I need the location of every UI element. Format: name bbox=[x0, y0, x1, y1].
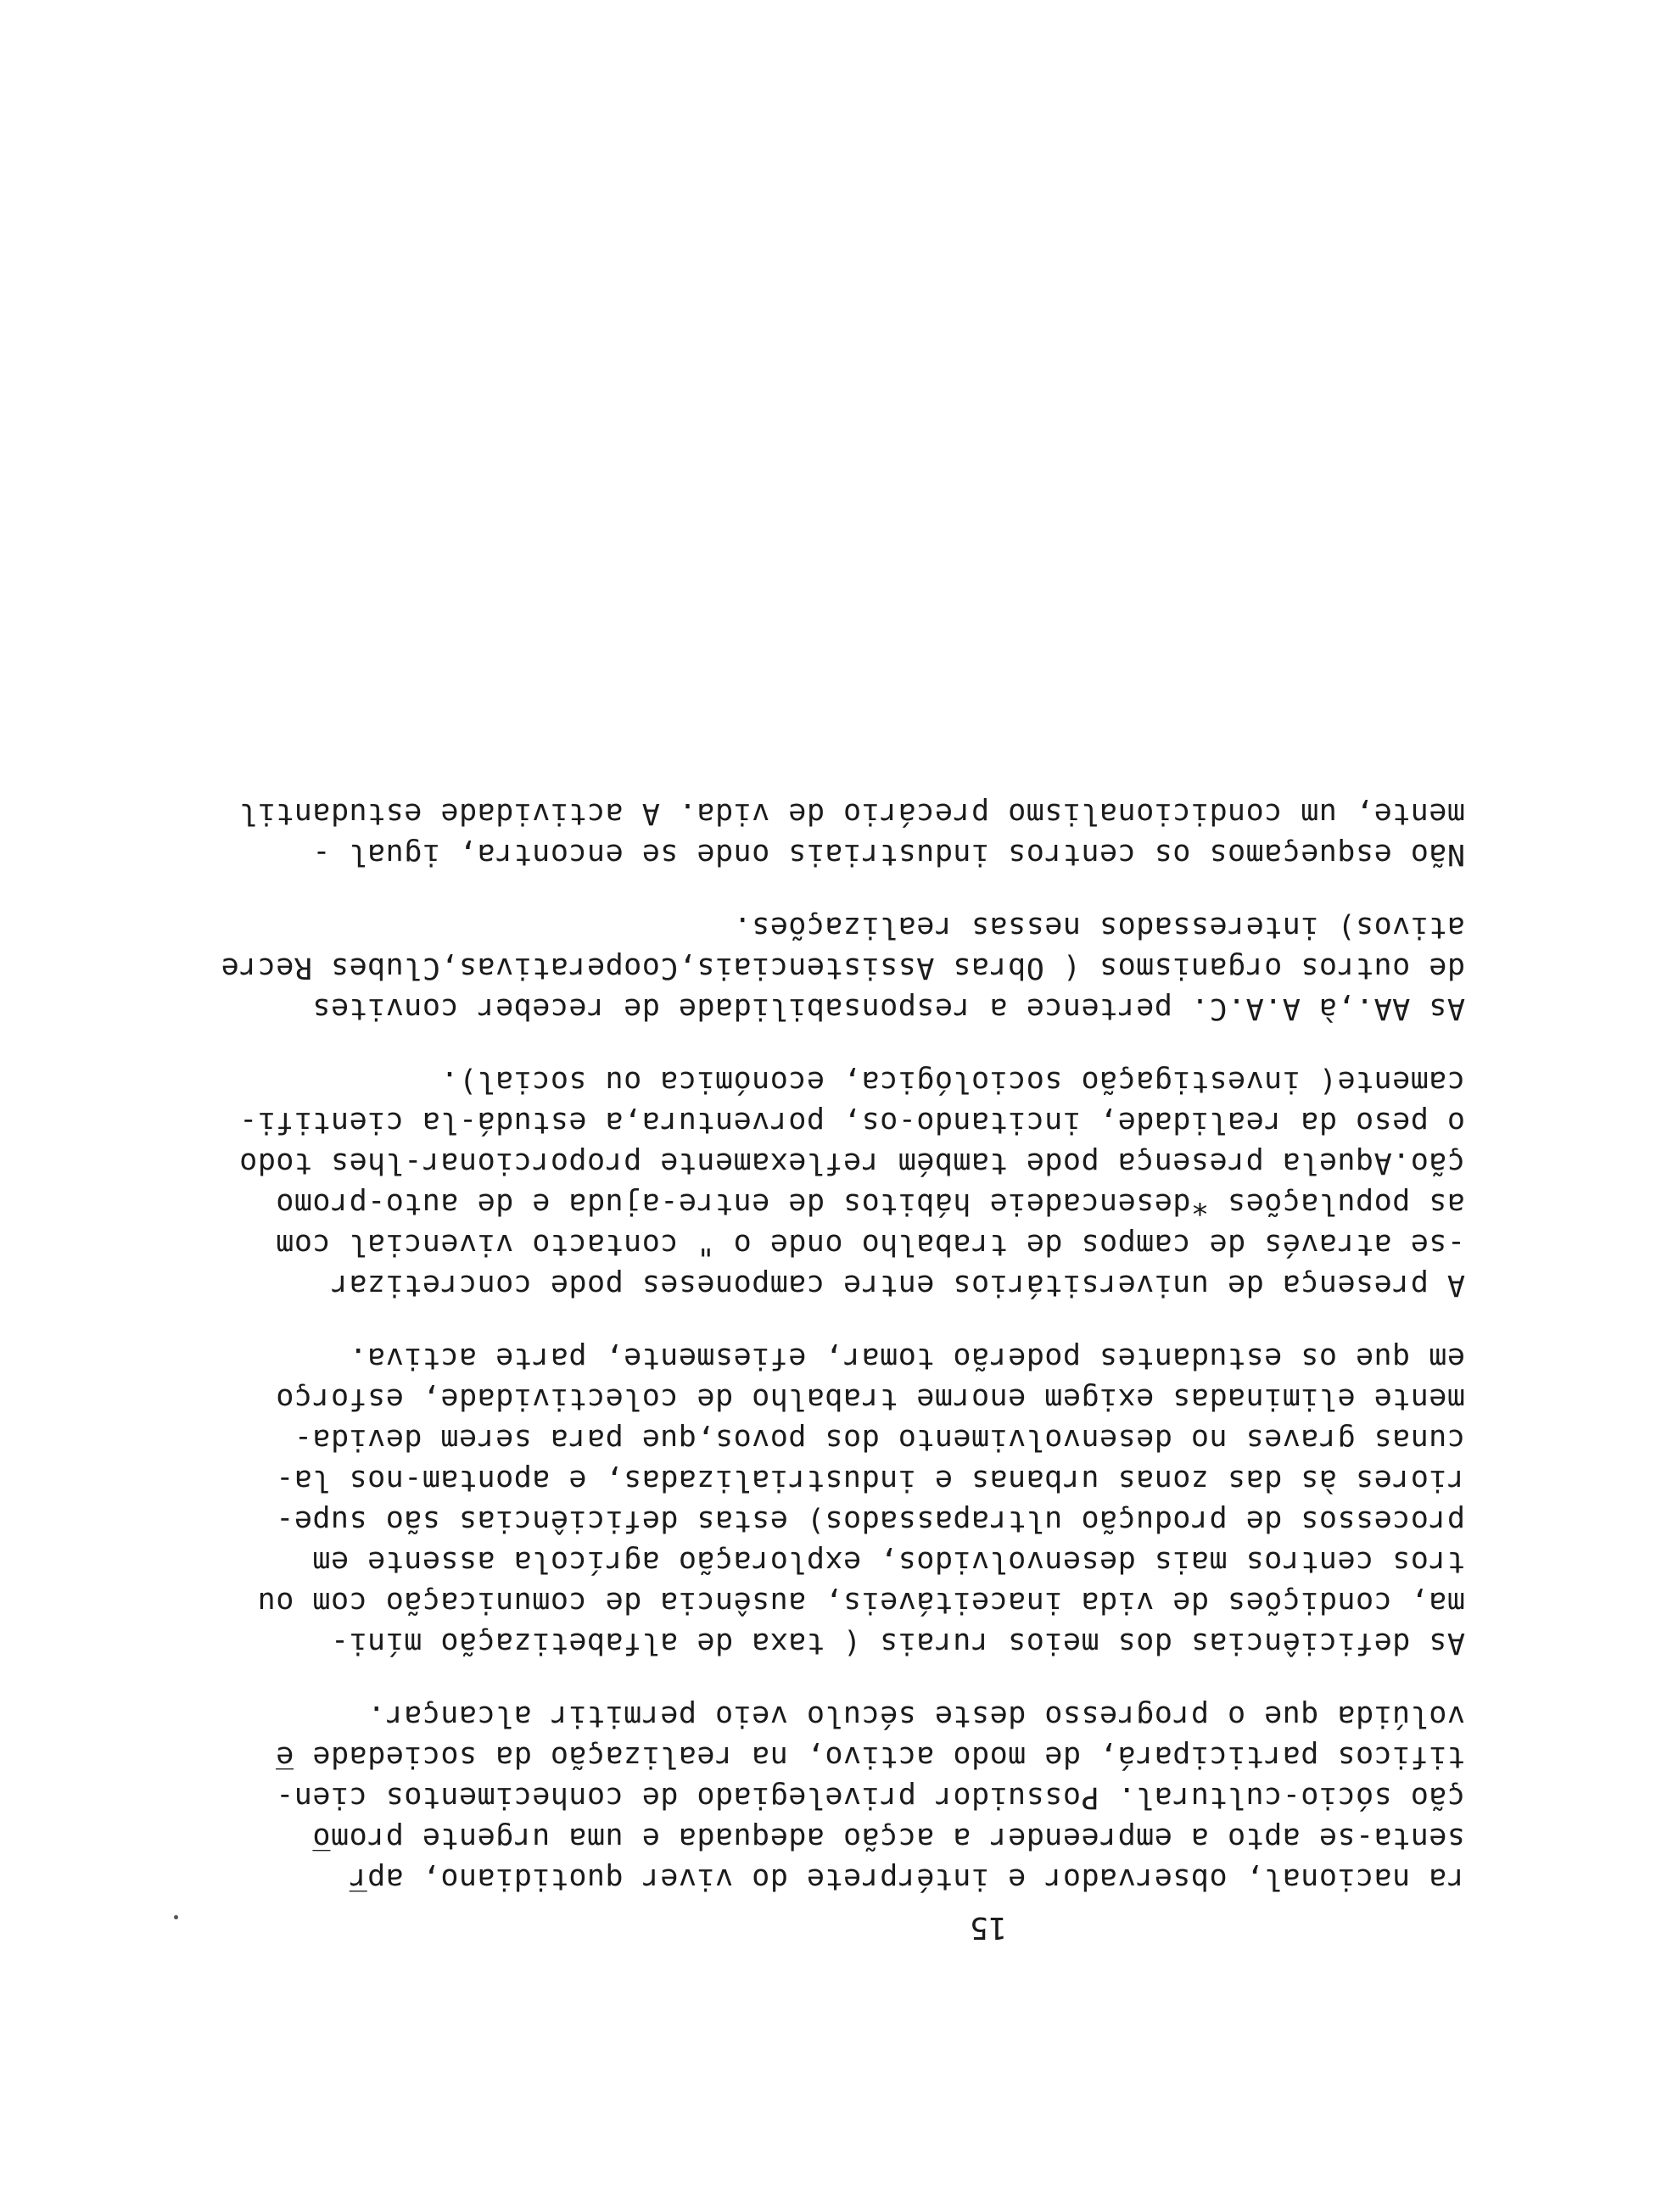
text-line: mente eliminadas exigem enorme trabalho de colectividade, esforço bbox=[275, 1382, 1465, 1416]
text-line: As deficiências dos meios rurais ( taxa de alfabetização míni- bbox=[330, 1626, 1465, 1660]
text-line: riores às das zonas urbanas e industrializadas, e apontam-nos la- bbox=[275, 1463, 1465, 1497]
text-line: mente, um condicionalismo precário de vida. A actividade estudantil bbox=[238, 796, 1465, 830]
text-line: processos de produção ultrapassados) estas deficiências são supe- bbox=[275, 1504, 1465, 1538]
paragraph-4 bbox=[74, 907, 1465, 1029]
text-line: em que os estudantes poderão tomar, efiesmente, parte activa. bbox=[349, 1341, 1465, 1375]
paper-speck bbox=[174, 1915, 178, 1919]
text-line: ma, condições de vida inaceitáveis, ausência de comunicação com ou bbox=[257, 1585, 1465, 1619]
text-line: A presença de universitários entre camponeses pode concretizar bbox=[330, 1268, 1465, 1302]
paragraph-gap bbox=[74, 1305, 1465, 1338]
text-line: ra nacional, observador e intérprete do viver quotidiano, apr̅ bbox=[349, 1862, 1465, 1896]
text-line: de outros organismos ( Obras Assistenciais,Cooperativas,Clubes Recre bbox=[221, 951, 1465, 985]
page-number: 15 bbox=[969, 1910, 1007, 1945]
text-line: senta-se apto a empreender a acção adequada e uma urgente promo̅ bbox=[311, 1821, 1465, 1855]
text-line: as populações *desencadeie hábitos de entre-ajuda e de auto-promo bbox=[275, 1187, 1465, 1221]
text-line: tros centros mais desenvolvidos, exploração agrícola assente em bbox=[311, 1544, 1465, 1578]
paragraph-gap bbox=[74, 1663, 1465, 1695]
text-line: ção.Aquela presença pode também reflexamente proporcionar-lhes todo bbox=[238, 1146, 1465, 1180]
typed-text-body bbox=[74, 793, 1465, 1945]
paragraph-gap bbox=[74, 1029, 1465, 1061]
text-line: camente( investigação sociológica, económica ou social). bbox=[439, 1064, 1465, 1098]
paragraph-1 bbox=[74, 1695, 1465, 1899]
text-line: Não esqueçamos os centros industriais onde se encontra, igual - bbox=[311, 837, 1465, 871]
spacer bbox=[74, 1899, 1465, 1945]
text-line: o peso da realidade, incitando-os, porventura,a estudá-la cientifi- bbox=[238, 1105, 1465, 1139]
paragraph-gap bbox=[74, 874, 1465, 907]
text-line: volúida que o progresso deste século veio permitir alcançar. bbox=[366, 1699, 1465, 1733]
text-line: -se através de campos de trabalho onde o " contacto vivencial com bbox=[275, 1227, 1465, 1261]
paragraph-3 bbox=[74, 1061, 1465, 1305]
paragraph-5 bbox=[74, 793, 1465, 874]
text-line: As AA.,à A.A.C. pertence a responsabilidade de receber convites bbox=[311, 991, 1465, 1025]
text-line: ativos) interessados nessas realizações. bbox=[733, 910, 1465, 944]
text-line: cunas graves no desenvolvimento dos povos,que para serem devida- bbox=[294, 1422, 1465, 1456]
text-line: ção sócio-cultural. Possuidor privelegiado de conhecimentos cien- bbox=[275, 1780, 1465, 1814]
paragraph-2 bbox=[74, 1338, 1465, 1663]
text-line: tificos participará, de modo activo, na realização da sociedade e̅ bbox=[275, 1740, 1465, 1774]
